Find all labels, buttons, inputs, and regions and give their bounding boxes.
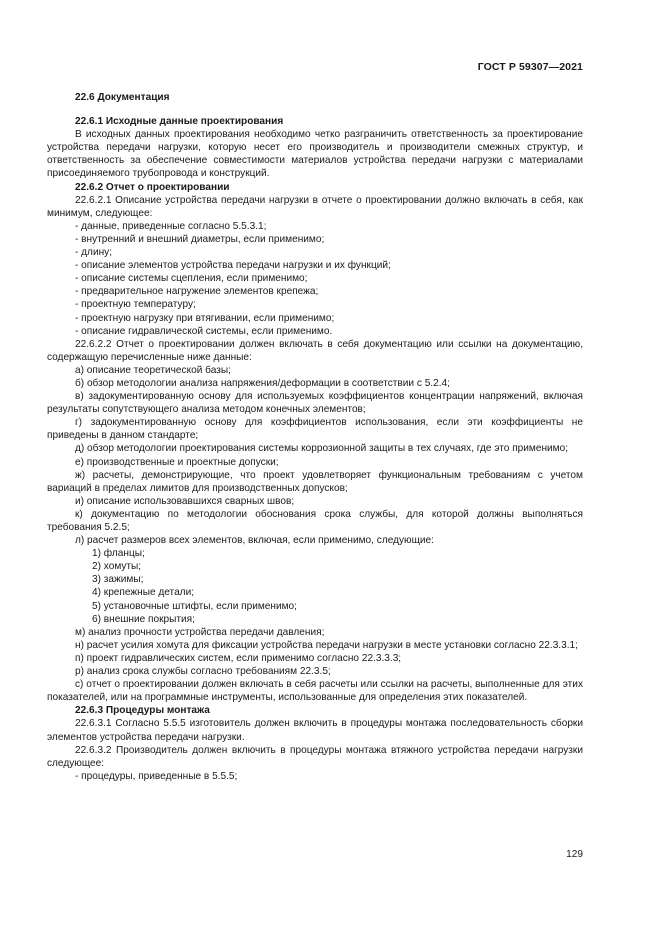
list-item: б) обзор методологии анализа напряжения/деформации в соответствии с 5.2.4; xyxy=(75,377,450,389)
list-item: - длину; xyxy=(75,247,113,259)
standard-header: ГОСТ Р 59307—2021 xyxy=(477,61,583,73)
list-item: - описание гидравлической системы, если применимо. xyxy=(75,325,333,337)
page-number: 129 xyxy=(566,849,583,860)
document-body xyxy=(47,91,583,783)
sublist-item: 6) внешние покрытия; xyxy=(92,613,195,625)
list-item: к) документацию по методологии обоснования срока службы, для которой должны выполняться требования 5.2.5; xyxy=(47,508,583,533)
list-item: а) описание теоретической базы; xyxy=(75,364,231,376)
list-item: в) задокументированную основу для используемых коэффициентов концентрации напряжений, включая результаты сопутствующего анализа методом конечных элементов; xyxy=(47,391,583,416)
list-item: е) производственные и проектные допуски; xyxy=(75,456,279,468)
list-item: с) отчет о проектировании должен включать в себя расчеты или ссылки на расчеты, выполненные для этих показателей, или на программные инструменты, использованные для определения этих показателей. xyxy=(47,679,583,704)
list-item: м) анализ прочности устройства передачи давления; xyxy=(75,626,325,638)
list-item: - описание системы сцепления, если применимо; xyxy=(75,273,308,285)
list-item: - данные, приведенные согласно 5.5.3.1; xyxy=(75,220,267,232)
paragraph: 22.6.2.2 Отчет о проектировании должен включать в себя документацию или ссылки на документацию, содержащую перечисленные ниже данные: xyxy=(47,338,583,363)
list-item: и) описание использовавшихся сварных швов; xyxy=(75,495,295,507)
list-item: р) анализ срока службы согласно требованиям 22.3.5; xyxy=(75,666,331,678)
subsection-title-design-input: 22.6.1 Исходные данные проектирования xyxy=(75,116,284,128)
paragraph: 22.6.3.2 Производитель должен включить в процедуры монтажа втяжного устройства передачи нагрузки следующее: xyxy=(47,744,583,769)
sublist-item: 5) установочные штифты, если применимо; xyxy=(92,600,297,612)
sublist-item: 3) зажимы; xyxy=(92,574,144,586)
paragraph: 22.6.2.1 Описание устройства передачи нагрузки в отчете о проектировании должно включать в себя, как минимум, следующее: xyxy=(47,194,583,219)
paragraph: В исходных данных проектирования необходимо четко разграничить ответственность за проектирование устройства передачи нагрузки, которую несет его производитель и производители смежных структур, и ответственность за обеспечение совместимости материалов устройства передачи нагрузки с материалами присоединяемого трубопровода и конструкций. xyxy=(47,129,583,180)
subsection-title-installation: 22.6.3 Процедуры монтажа xyxy=(75,705,210,717)
sublist-item: 2) хомуты; xyxy=(92,561,142,573)
list-item: д) обзор методологии проектирования системы коррозионной защиты в тех случаях, где это применимо; xyxy=(75,443,569,455)
list-item: - описание элементов устройства передачи нагрузки и их функций; xyxy=(75,260,391,272)
paragraph: 22.6.3.1 Согласно 5.5.5 изготовитель должен включить в процедуры монтажа последовательность сборки элементов устройства передачи нагрузки. xyxy=(47,718,583,743)
list-item: - внутренний и внешний диаметры, если применимо; xyxy=(75,233,325,245)
sublist-item: 1) фланцы; xyxy=(92,548,145,560)
list-item: п) проект гидравлических систем, если применимо согласно 22.3.3.3; xyxy=(75,652,402,664)
list-item: - процедуры, приведенные в 5.5.5; xyxy=(75,770,238,782)
section-title: 22.6 Документация xyxy=(75,92,170,103)
list-item: г) задокументированную основу для коэффициентов использования, если эти коэффициенты не приведены в данном стандарте; xyxy=(47,417,583,442)
list-item: л) расчет размеров всех элементов, включая, если применимо, следующие: xyxy=(75,535,434,547)
list-item: ж) расчеты, демонстрирующие, что проект удовлетворяет функциональным требованиям с учетом вариаций в пределах лимитов для производственных допусков; xyxy=(47,469,583,494)
list-item: - проектную нагрузку при втягивании, если применимо; xyxy=(75,312,335,324)
list-item: н) расчет усилия хомута для фиксации устройства передачи нагрузки в месте установки согласно 22.3.3.1; xyxy=(75,639,578,651)
subsection-title-design-report: 22.6.2 Отчет о проектировании xyxy=(75,181,230,193)
sublist-item: 4) крепежные детали; xyxy=(92,587,195,599)
list-item: - проектную температуру; xyxy=(75,299,196,311)
list-item: - предварительное нагружение элементов крепежа; xyxy=(75,286,319,298)
